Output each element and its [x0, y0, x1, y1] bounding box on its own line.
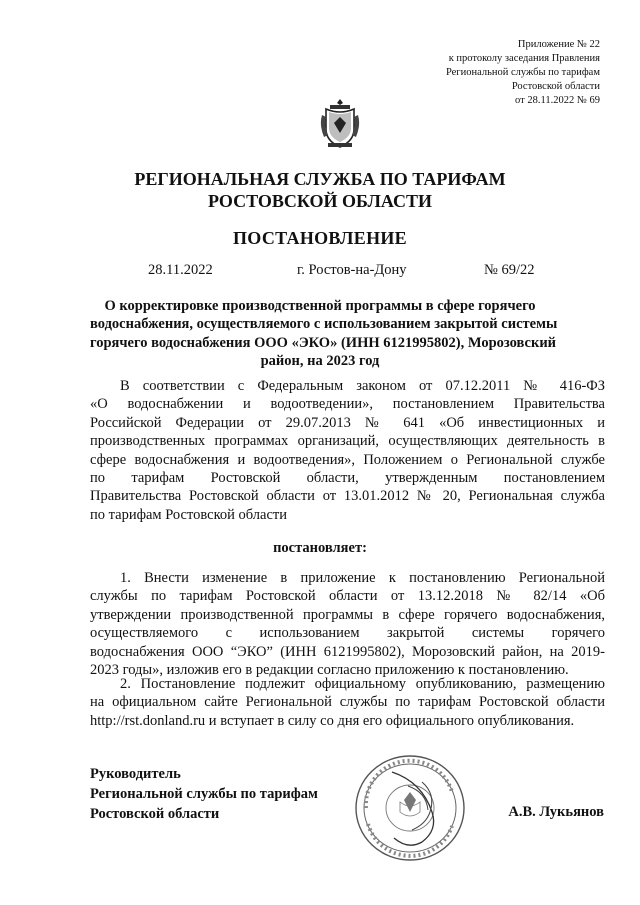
subject-line: О корректировке производственной программы в сфере горячего	[104, 298, 536, 314]
document-city: г. Ростов-на-Дону	[297, 262, 407, 278]
signer-title	[90, 764, 318, 824]
annex-line: к протоколу заседания Правления	[448, 53, 600, 64]
subject-line: водоснабжения, осуществляемого с использованием закрытой системы	[90, 316, 558, 333]
signer-title-line: Региональной службы по тарифам	[90, 786, 318, 802]
text-line: Российской Федерации от 29.07.2013 № 641 «Об инвестиционных и	[90, 414, 605, 431]
text-line: по тарифам Ростовской области, утвержденным постановлением	[90, 469, 605, 486]
text-line: «О водоснабжении и водоотведении», постановлением Правительства	[90, 396, 605, 413]
org-name-line1: РЕГИОНАЛЬНАЯ СЛУЖБА ПО ТАРИФАМ	[134, 169, 506, 189]
item-2-paragraph	[90, 675, 605, 730]
signer-title-line: Ростовской области	[90, 806, 220, 822]
document-date: 28.11.2022	[148, 262, 213, 278]
document-type: ПОСТАНОВЛЕНИЕ	[233, 228, 407, 248]
text-line: В соответствии с Федеральным законом от 07.12.2011 № 416-ФЗ	[120, 378, 605, 394]
text-line: утверждении производственной программы в сфере горячего водоснабжения,	[90, 606, 605, 623]
signer-title-line: Руководитель	[90, 766, 181, 782]
text-line: производственных программах организаций, осуществляющих деятельность в	[90, 433, 605, 450]
text-line: сфере водоснабжения и водоотведения», Положением о Региональной службе	[90, 451, 605, 468]
text-line: http://rst.donland.ru и вступает в силу со дня его официального опубликования.	[90, 712, 575, 729]
annex-line: Региональной службы по тарифам	[445, 67, 600, 78]
text-line: водоснабжения ООО “ЭКО” (ИНН 6121995802), Морозовский район, на 2019-	[90, 643, 605, 660]
org-name-line2: РОСТОВСКОЙ ОБЛАСТИ	[208, 191, 432, 211]
annex-line: от 28.11.2022 № 69	[515, 95, 600, 106]
item-1-paragraph	[90, 569, 605, 679]
text-line: 2. Постановление подлежит официальному опубликованию, размещению	[120, 676, 605, 692]
document-subject	[90, 297, 558, 371]
preamble-paragraph	[90, 377, 605, 524]
text-line: 1. Внести изменение в приложение к постановлению Региональной	[120, 570, 605, 586]
annex-line: Приложение № 22	[517, 39, 600, 50]
text-line: осуществляемого с использованием закрытой системы горячего	[90, 625, 605, 642]
coat-of-arms-icon	[318, 97, 362, 151]
resolve-word: постановляет:	[273, 540, 367, 556]
subject-line: горячего водоснабжения ООО «ЭКО» (ИНН 6121995802), Морозовский	[90, 334, 557, 351]
subject-line: район, на 2023 год	[260, 353, 380, 370]
text-line: Правительства Ростовской области от 13.01.2012 № 20, Региональная служба	[90, 488, 605, 505]
text-line: на официальном сайте Региональной службы по тарифам Ростовской области	[90, 694, 605, 711]
official-seal-stamp	[352, 752, 468, 864]
text-line: службы по тарифам Ростовской области от 13.12.2018 № 82/14 «Об	[90, 588, 605, 605]
document-number: № 69/22	[484, 262, 535, 278]
annex-line: Ростовской области	[511, 81, 600, 92]
text-line: 2023 годы», изложив его в редакции согласно приложению к постановлению.	[90, 661, 569, 678]
annex-note	[400, 38, 600, 108]
signer-name: А.В. Лукьянов	[508, 804, 604, 820]
text-line: по тарифам Ростовской области	[90, 506, 287, 523]
